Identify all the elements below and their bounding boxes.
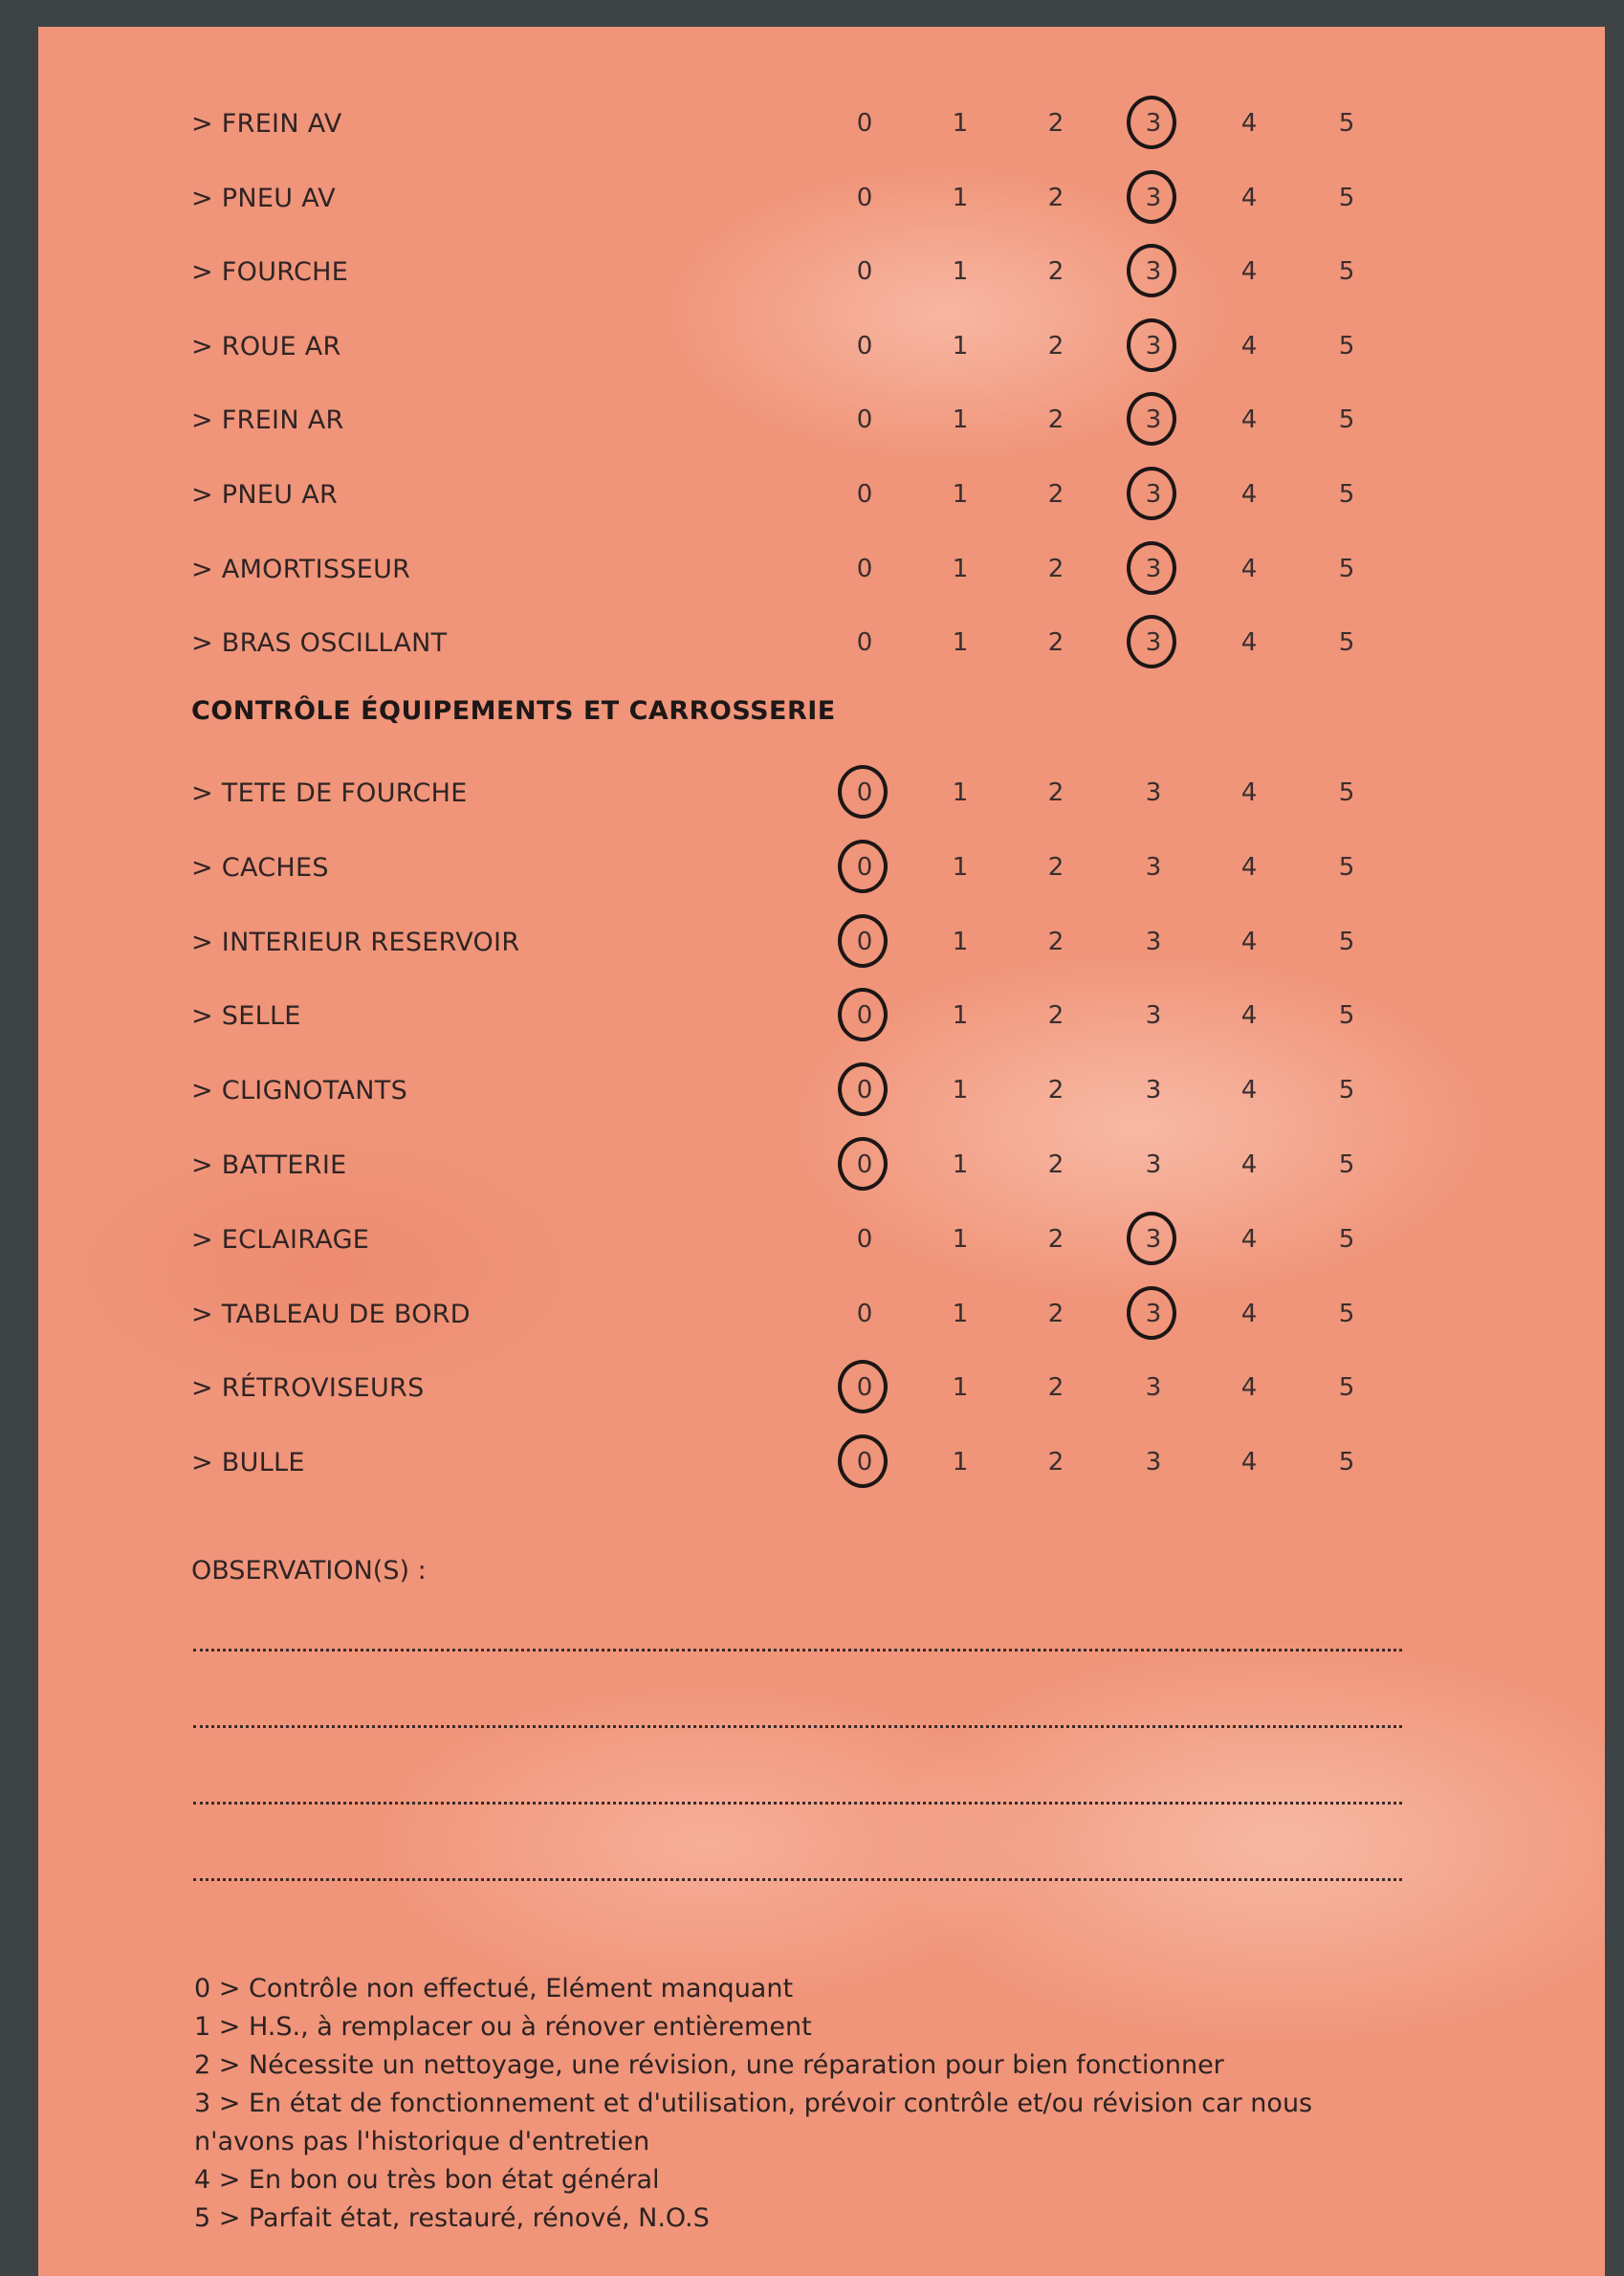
score-option[interactable]: 5 — [1338, 927, 1355, 956]
score-option[interactable]: 4 — [1240, 109, 1258, 138]
score-option-selected[interactable]: 3 — [1134, 478, 1173, 511]
score-option[interactable]: 4 — [1240, 1448, 1258, 1477]
score-option[interactable]: 2 — [1047, 183, 1064, 212]
score-option-selected[interactable]: 0 — [845, 1149, 884, 1181]
score-option[interactable]: 0 — [856, 554, 873, 583]
observation-line — [193, 1725, 1402, 1728]
score-option[interactable]: 2 — [1047, 852, 1064, 882]
check-row-label: > CACHES — [191, 852, 329, 883]
check-row-label: > FOURCHE — [191, 257, 349, 288]
score-option-selected[interactable]: 3 — [1134, 1223, 1173, 1256]
score-option[interactable]: 5 — [1338, 1299, 1355, 1328]
score-option-selected[interactable]: 3 — [1134, 626, 1173, 659]
score-option[interactable]: 2 — [1047, 1448, 1064, 1477]
score-option[interactable]: 0 — [856, 109, 873, 138]
score-option[interactable]: 4 — [1240, 1224, 1258, 1254]
score-option[interactable]: 4 — [1240, 1150, 1258, 1179]
score-option-selected[interactable]: 3 — [1134, 553, 1173, 585]
score-option[interactable]: 2 — [1047, 257, 1064, 287]
check-row-label: > BATTERIE — [191, 1150, 347, 1180]
check-row — [0, 1434, 1624, 1492]
score-option[interactable]: 2 — [1047, 1150, 1064, 1179]
score-option[interactable]: 5 — [1338, 1150, 1355, 1179]
score-option[interactable]: 1 — [952, 1076, 969, 1105]
score-option[interactable]: 2 — [1047, 1224, 1064, 1254]
score-option[interactable]: 5 — [1338, 852, 1355, 882]
check-row — [0, 467, 1624, 524]
score-option[interactable]: 1 — [952, 405, 969, 435]
check-row-label: > TETE DE FOURCHE — [191, 778, 468, 808]
score-option[interactable]: 4 — [1240, 1076, 1258, 1105]
score-option[interactable]: 5 — [1338, 257, 1355, 287]
check-row-label: > PNEU AV — [191, 183, 337, 213]
check-row — [0, 914, 1624, 972]
score-option[interactable]: 0 — [856, 628, 873, 658]
legend-line: n'avons pas l'historique d'entretien — [194, 2127, 650, 2156]
check-row-label: > TABLEAU DE BORD — [191, 1299, 471, 1329]
legend-line: 4 > En bon ou très bon état général — [194, 2165, 660, 2195]
score-option[interactable]: 0 — [856, 1299, 873, 1328]
score-option[interactable]: 1 — [952, 778, 969, 807]
score-option[interactable]: 2 — [1047, 1001, 1064, 1031]
check-row — [0, 318, 1624, 376]
score-option[interactable]: 2 — [1047, 628, 1064, 658]
score-option[interactable]: 1 — [952, 480, 969, 509]
check-row — [0, 170, 1624, 228]
observation-line — [193, 1649, 1402, 1652]
score-option[interactable]: 1 — [952, 1373, 969, 1403]
score-option[interactable]: 2 — [1047, 480, 1064, 509]
score-option[interactable]: 1 — [952, 927, 969, 956]
score-option[interactable]: 5 — [1338, 1373, 1355, 1403]
legend-line: 1 > H.S., à remplacer ou à rénover entièrement — [194, 2012, 812, 2042]
score-option[interactable]: 4 — [1240, 927, 1258, 956]
check-row-label: > INTERIEUR RESERVOIR — [191, 927, 520, 957]
score-option[interactable]: 0 — [856, 183, 873, 212]
check-row-label: > FREIN AV — [191, 109, 342, 139]
score-option[interactable]: 1 — [952, 109, 969, 138]
check-row-label: > RÉTROVISEURS — [191, 1373, 425, 1404]
legend-line: 2 > Nécessite un nettoyage, une révision, une réparation pour bien fonctionner — [194, 2050, 1224, 2080]
score-option[interactable]: 3 — [1145, 1076, 1162, 1105]
score-option-selected[interactable]: 0 — [845, 926, 884, 958]
score-option-selected[interactable]: 0 — [845, 777, 884, 809]
section-title-equipment: CONTRÔLE ÉQUIPEMENTS ET CARROSSERIE — [191, 696, 836, 726]
score-option[interactable]: 0 — [856, 1224, 873, 1254]
score-option-selected[interactable]: 0 — [845, 999, 884, 1032]
check-row — [0, 1286, 1624, 1344]
score-option[interactable]: 3 — [1145, 852, 1162, 882]
score-option[interactable]: 4 — [1240, 480, 1258, 509]
score-option[interactable]: 4 — [1240, 778, 1258, 807]
score-option[interactable]: 4 — [1240, 183, 1258, 212]
score-option[interactable]: 5 — [1338, 331, 1355, 361]
check-row-label: > ECLAIRAGE — [191, 1224, 370, 1255]
check-row — [0, 765, 1624, 822]
score-option[interactable]: 5 — [1338, 109, 1355, 138]
score-option[interactable]: 1 — [952, 1150, 969, 1179]
check-row-label: > SELLE — [191, 1001, 301, 1032]
check-row — [0, 988, 1624, 1045]
check-row-label: > PNEU AR — [191, 480, 339, 510]
check-row — [0, 1212, 1624, 1269]
check-row — [0, 392, 1624, 449]
score-option[interactable]: 0 — [856, 331, 873, 361]
score-option[interactable]: 1 — [952, 257, 969, 287]
score-option-selected[interactable]: 0 — [845, 1446, 884, 1478]
score-option[interactable]: 1 — [952, 1001, 969, 1031]
score-option-selected[interactable]: 3 — [1134, 404, 1173, 436]
score-option[interactable]: 5 — [1338, 628, 1355, 658]
score-option[interactable]: 5 — [1338, 778, 1355, 807]
score-option[interactable]: 3 — [1145, 1150, 1162, 1179]
score-option[interactable]: 3 — [1145, 927, 1162, 956]
score-option[interactable]: 1 — [952, 628, 969, 658]
score-option[interactable]: 4 — [1240, 554, 1258, 583]
score-option[interactable]: 1 — [952, 1448, 969, 1477]
score-option[interactable]: 2 — [1047, 405, 1064, 435]
score-option[interactable]: 4 — [1240, 405, 1258, 435]
score-option[interactable]: 2 — [1047, 927, 1064, 956]
score-option[interactable]: 3 — [1145, 1373, 1162, 1403]
observation-line — [193, 1878, 1402, 1881]
observation-line — [193, 1802, 1402, 1805]
score-option[interactable]: 1 — [952, 852, 969, 882]
score-option[interactable]: 3 — [1145, 1001, 1162, 1031]
score-option[interactable]: 5 — [1338, 554, 1355, 583]
score-option-selected[interactable]: 3 — [1134, 255, 1173, 288]
score-option[interactable]: 4 — [1240, 1373, 1258, 1403]
check-row — [0, 96, 1624, 153]
score-option[interactable]: 4 — [1240, 852, 1258, 882]
score-option-selected[interactable]: 3 — [1134, 1298, 1173, 1330]
score-option[interactable]: 1 — [952, 183, 969, 212]
score-option[interactable]: 0 — [856, 480, 873, 509]
score-option[interactable]: 2 — [1047, 1373, 1064, 1403]
rating-legend — [194, 1970, 1418, 2238]
legend-line: 0 > Contrôle non effectué, Elément manquant — [194, 1974, 794, 2003]
score-option[interactable]: 5 — [1338, 480, 1355, 509]
score-option[interactable]: 2 — [1047, 1076, 1064, 1105]
score-option[interactable]: 1 — [952, 1299, 969, 1328]
check-row-label: > FREIN AR — [191, 405, 344, 436]
score-option[interactable]: 5 — [1338, 1001, 1355, 1031]
score-option[interactable]: 5 — [1338, 1076, 1355, 1105]
score-option-selected[interactable]: 0 — [845, 1371, 884, 1404]
check-row — [0, 244, 1624, 301]
check-row-label: > ROUE AR — [191, 331, 341, 361]
observations-label: OBSERVATION(S) : — [191, 1556, 427, 1586]
score-option[interactable]: 4 — [1240, 257, 1258, 287]
score-option-selected[interactable]: 0 — [845, 1074, 884, 1106]
score-option[interactable]: 4 — [1240, 331, 1258, 361]
score-option[interactable]: 5 — [1338, 183, 1355, 212]
score-option-selected[interactable]: 3 — [1134, 107, 1173, 140]
score-option[interactable]: 3 — [1145, 1448, 1162, 1477]
score-option[interactable]: 2 — [1047, 554, 1064, 583]
legend-line: 3 > En état de fonctionnement et d'utilisation, prévoir contrôle et/ou révision car nous — [194, 2089, 1313, 2118]
check-row — [0, 615, 1624, 672]
score-option-selected[interactable]: 3 — [1134, 330, 1173, 362]
score-option[interactable]: 2 — [1047, 109, 1064, 138]
check-row — [0, 1137, 1624, 1194]
score-option[interactable]: 4 — [1240, 1001, 1258, 1031]
score-option[interactable]: 4 — [1240, 628, 1258, 658]
score-option[interactable]: 5 — [1338, 1224, 1355, 1254]
check-row — [0, 1360, 1624, 1417]
score-option[interactable]: 5 — [1338, 1448, 1355, 1477]
score-option[interactable]: 3 — [1145, 778, 1162, 807]
score-option[interactable]: 2 — [1047, 778, 1064, 807]
score-option-selected[interactable]: 3 — [1134, 182, 1173, 214]
check-row — [0, 541, 1624, 599]
score-option[interactable]: 4 — [1240, 1299, 1258, 1328]
score-option[interactable]: 0 — [856, 405, 873, 435]
score-option[interactable]: 1 — [952, 331, 969, 361]
score-option[interactable]: 5 — [1338, 405, 1355, 435]
check-row-label: > BRAS OSCILLANT — [191, 628, 448, 659]
score-option[interactable]: 2 — [1047, 1299, 1064, 1328]
check-row — [0, 1062, 1624, 1120]
score-option[interactable]: 0 — [856, 257, 873, 287]
check-row-label: > AMORTISSEUR — [191, 554, 411, 584]
score-option-selected[interactable]: 0 — [845, 851, 884, 884]
score-option[interactable]: 2 — [1047, 331, 1064, 361]
check-row — [0, 840, 1624, 897]
score-option[interactable]: 1 — [952, 554, 969, 583]
check-row-label: > BULLE — [191, 1448, 305, 1478]
check-row-label: > CLIGNOTANTS — [191, 1076, 408, 1106]
legend-line: 5 > Parfait état, restauré, rénové, N.O.S — [194, 2203, 710, 2233]
score-option[interactable]: 1 — [952, 1224, 969, 1254]
